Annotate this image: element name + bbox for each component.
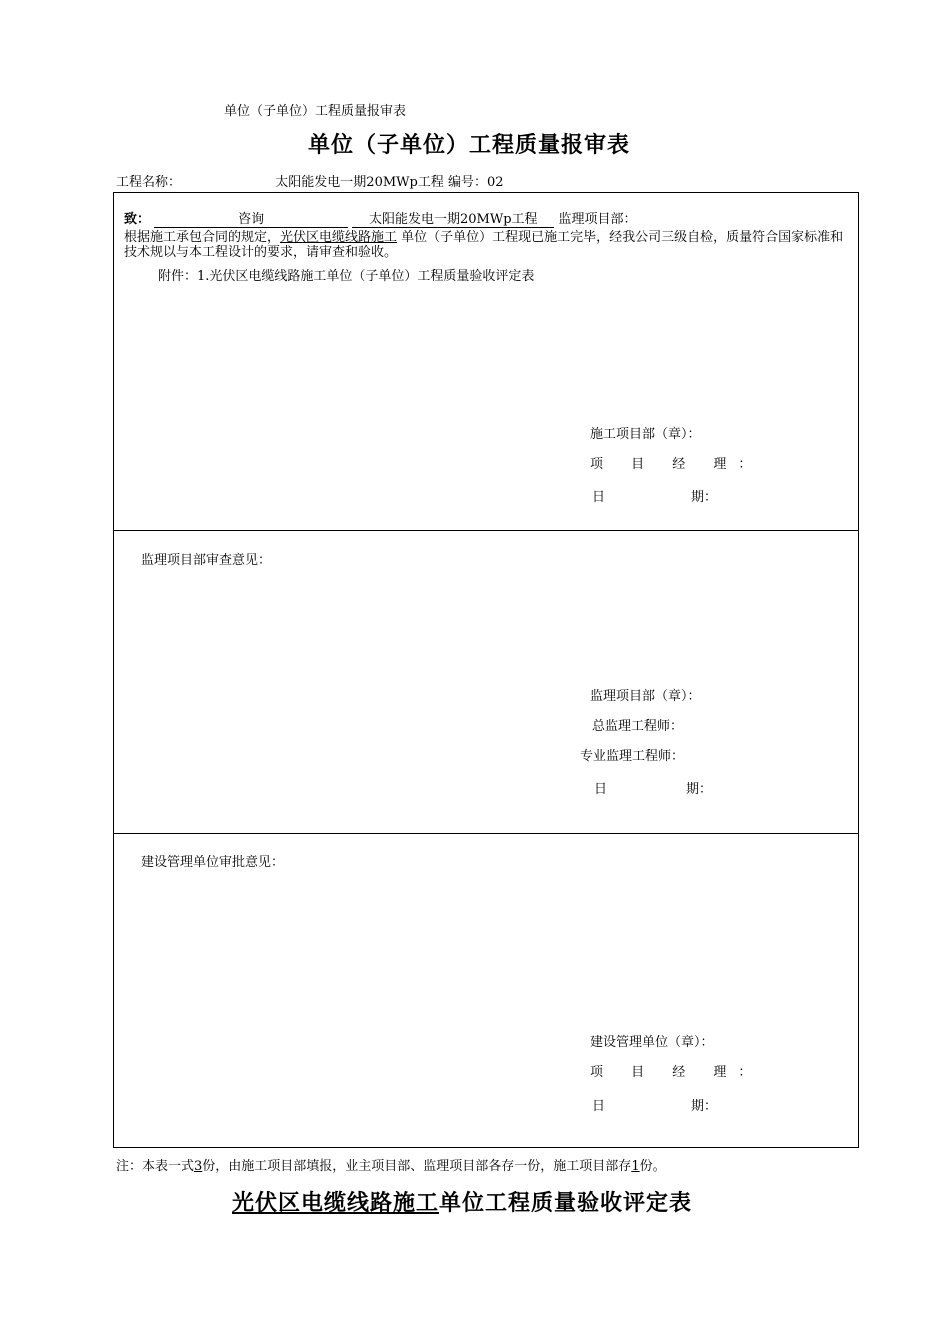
owner-heading: 建设管理单位审批意见：	[141, 855, 285, 870]
divider-2	[114, 833, 858, 834]
body-text	[124, 230, 854, 260]
footer-title	[232, 1186, 692, 1217]
date-label-a: 日	[592, 1099, 606, 1114]
project-manager-label: 项 目 经 理：	[590, 1065, 764, 1080]
date-label-b: 期：	[691, 1099, 718, 1114]
project-label: 工程名称：	[116, 175, 182, 190]
date-label-b: 期：	[686, 782, 713, 797]
body-unit: 光伏区电缆线路施工	[280, 230, 398, 245]
attachment-text: 附件：1.光伏区电缆线路施工单位（子单位）工程质量验收评定表	[158, 269, 535, 284]
project-manager-label: 项 目 经 理：	[590, 457, 764, 472]
note-line	[116, 1155, 666, 1174]
project-row	[116, 171, 504, 190]
construction-dept-seal: 施工项目部（章）：	[590, 427, 701, 442]
body-prefix: 根据施工承包合同的规定，	[124, 230, 281, 245]
to-project: 太阳能发电一期20MWp工程	[352, 212, 554, 228]
page-title: 单位（子单位）工程质量报审表	[308, 132, 631, 158]
supervision-heading: 监理项目部审查意见：	[141, 553, 272, 568]
date-label-a: 日	[594, 782, 608, 797]
specialist-engineer-label: 专业监理工程师：	[580, 749, 685, 764]
header-caption: 单位（子单位）工程质量报审表	[224, 104, 407, 119]
date-label-a: 日	[592, 490, 606, 505]
chief-engineer-label: 总监理工程师：	[592, 719, 684, 734]
number-label: 编号：	[447, 175, 487, 190]
note-keep: 1	[631, 1159, 640, 1174]
body-suffix: 单位（子单位）工程现已施工完毕，经我公司三级自检，质量符合国家标准和技术规以与本工程设计的要求，请审查和验收。	[124, 230, 844, 260]
divider-1	[114, 530, 858, 531]
to-suffix: 监理项目部：	[558, 212, 637, 227]
owner-unit-seal: 建设管理单位（章）：	[590, 1035, 714, 1050]
note-copies: 3	[194, 1159, 203, 1174]
form-table	[113, 192, 859, 1148]
note-prefix: 注：本表一式	[116, 1159, 195, 1174]
to-company: 咨询	[154, 212, 348, 228]
project-value: 太阳能发电一期20MWp工程	[275, 175, 444, 190]
to-line	[124, 208, 636, 228]
footer-title-rest: 单位工程质量验收评定表	[439, 1190, 693, 1216]
supervision-dept-seal: 监理项目部（章）：	[590, 689, 701, 704]
note-middle: 份，由施工项目部填报，业主项目部、监理项目部各存一份，施工项目部存	[202, 1159, 632, 1174]
date-label-b: 期：	[691, 490, 718, 505]
footer-title-underlined: 光伏区电缆线路施工	[232, 1190, 440, 1216]
note-suffix: 份。	[639, 1159, 666, 1174]
to-label: 致：	[124, 212, 151, 227]
number-value: 02	[487, 175, 504, 190]
